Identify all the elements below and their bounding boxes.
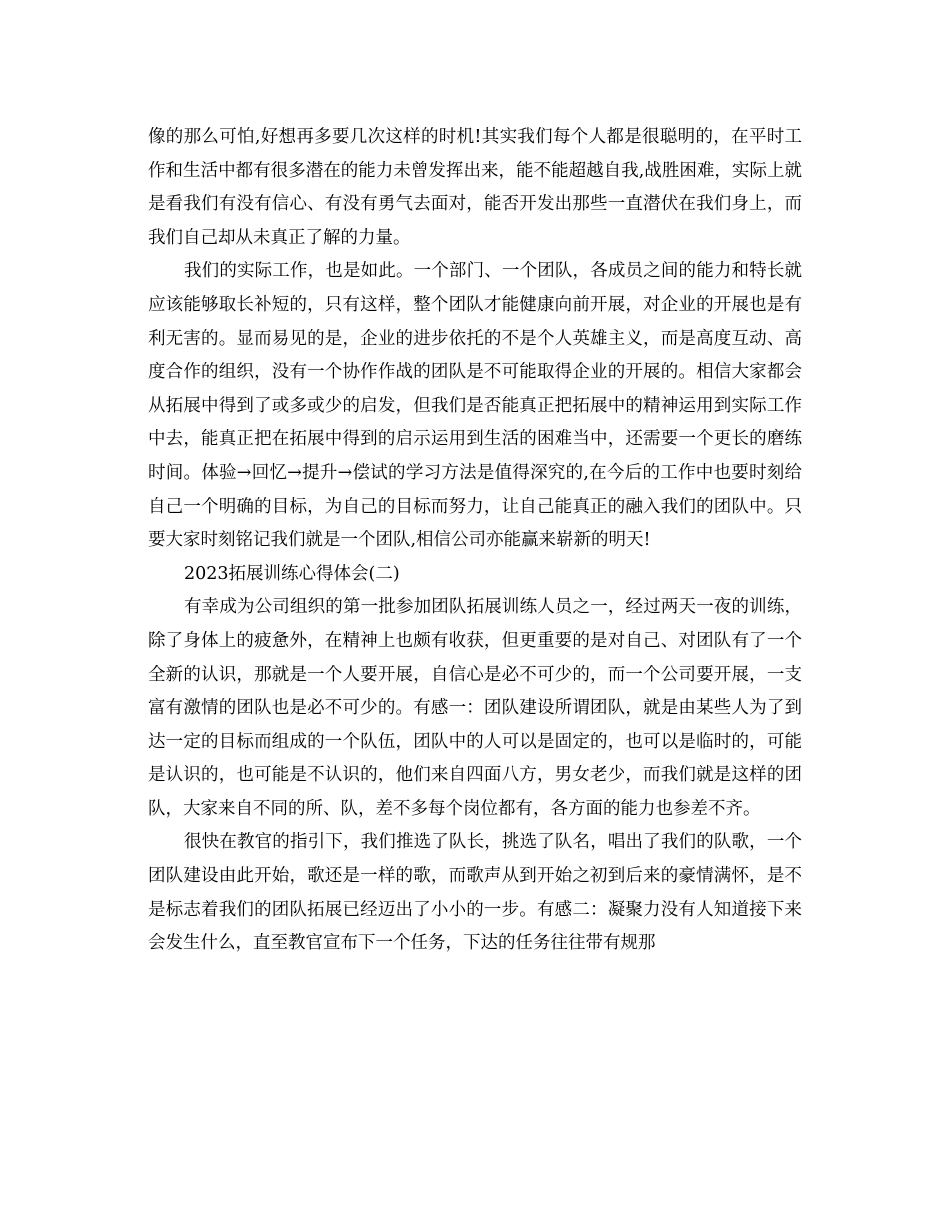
paragraph-team-building: 有幸成为公司组织的第一批参加团队拓展训练人员之一，经过两天一夜的训练，除了身体上的疲惫外，在精神上也颇有收获，但更重要的是对自己、对团队有了一个全新的认识，那就是一个人要开展，自信心是必不可少的，而一个公司要开展，一支富有激情的团队也是必不可少的。有感一：团队建设所谓团队，就是由某些人为了到达一定的目标而组成的一个队伍，团队中的人可以是固定的，也可以是临时的，可能是认识的，也可能是不认识的，他们来自四面八方，男女老少，而我们就是这样的团队，大家来自不同的所、队，差不多每个岗位都有，各方面的能力也参差不齐。 (148, 597, 802, 819)
paragraph-continuation: 像的那么可怕,好想再多要几次这样的时机!其实我们每个人都是很聪明的，在平时工作和生活中都有很多潜在的能力未曾发挥出来，能不能超越自我,战胜困难，实际上就是看我们有没有信心、有没有勇气去面对，能否开发出那些一直潜伏在我们身上，而我们自己却从未真正了解的力量。 (148, 127, 802, 248)
section-heading: 2023拓展训练心得体会(二) (184, 563, 400, 584)
document-page (148, 121, 802, 961)
paragraph-team-cohesion: 很快在教官的指引下，我们推选了队长，挑选了队名，唱出了我们的队歌，一个团队建设由此开始，歌还是一样的歌，而歌声从到开始之初到后来的豪情满怀，是不是标志着我们的团队拓展已经迈出了小小的一步。有感二：凝聚力没有人知道接下来会发生什么，直至教官宣布下一个任务，下达的任务往往带有规那 (148, 832, 802, 954)
paragraph-team-work: 我们的实际工作，也是如此。一个部门、一个团队，各成员之间的能力和特长就应该能够取长补短的，只有这样，整个团队才能健康向前开展，对企业的开展也是有利无害的。显而易见的是，企业的进步依托的不是个人英雄主义，而是高度互动、高度合作的组织，没有一个协作作战的团队是不可能取得企业的开展的。相信大家都会从拓展中得到了或多或少的启发，但我们是否能真正把拓展中的精神运用到实际工作中去，能真正把在拓展中得到的启示运用到生活的困难当中，还需要一个更长的磨练时间。体验→回忆→提升→偿试的学习方法是值得深究的,在今后的工作中也要时刻给自己一个明确的目标，为自己的目标而努力，让自己能真正的融入我们的团队中。只要大家时刻铭记我们就是一个团队,相信公司亦能赢来崭新的明天! (148, 261, 802, 551)
